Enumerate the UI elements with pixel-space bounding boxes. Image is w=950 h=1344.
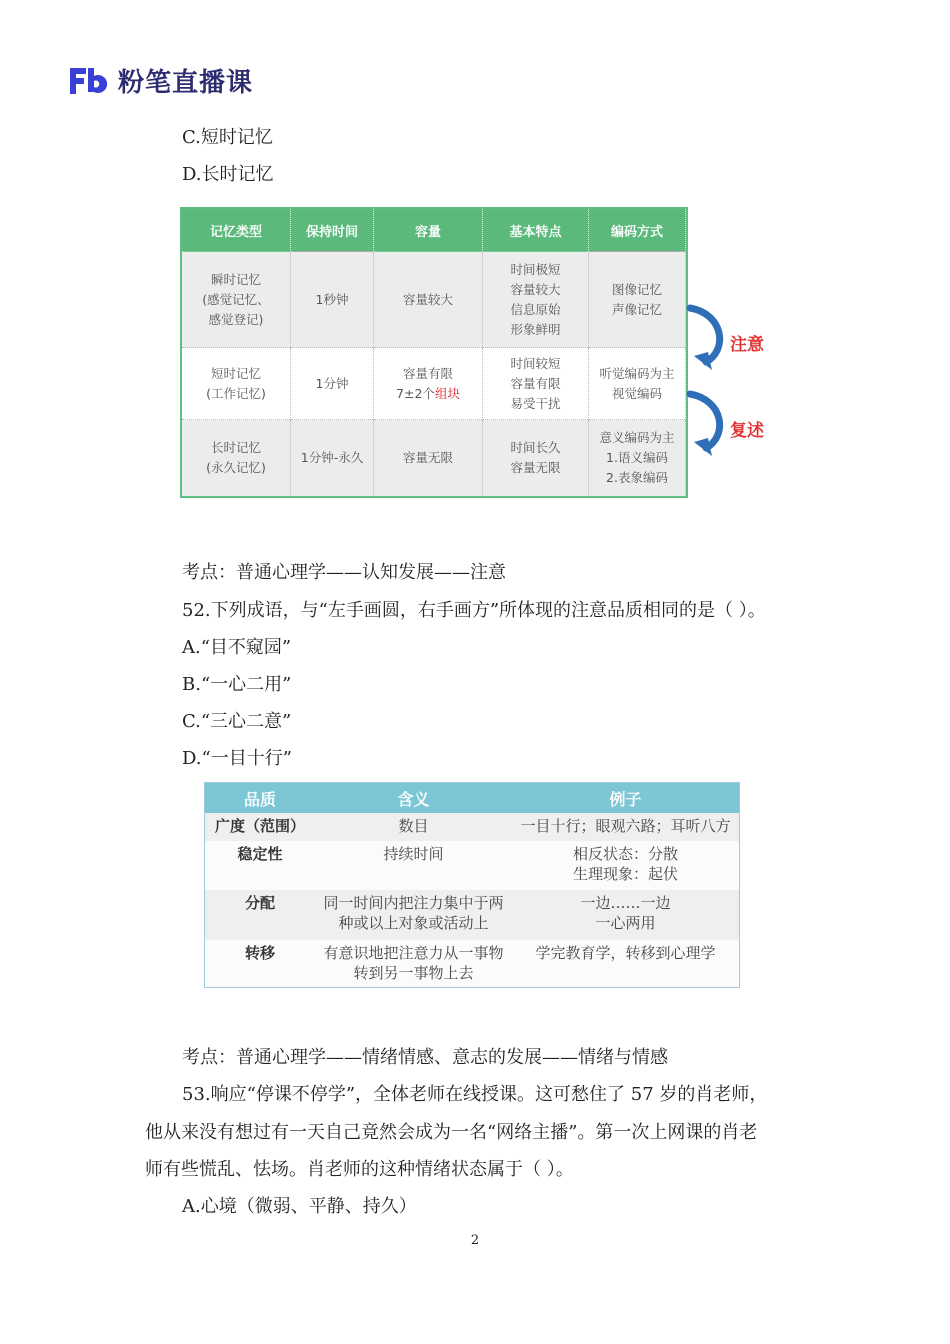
column-header: 品质 <box>205 783 315 813</box>
table-cell: 容量无限 <box>374 420 483 497</box>
option-d: D.“一目十行” <box>182 748 292 769</box>
brand-name: 粉笔直播课 <box>118 67 254 98</box>
option-d: D.长时记忆 <box>182 164 274 185</box>
option-a: A.“目不窥园” <box>182 637 292 658</box>
table-cell: 时间极短 容量较大 信息原始 形象鲜明 <box>483 252 589 348</box>
table-row <box>205 841 739 890</box>
column-header: 例子 <box>512 783 739 813</box>
table-cell: 学完教育学，转移到心理学 <box>512 940 739 987</box>
table-row <box>182 252 686 348</box>
option-c: C.短时记忆 <box>182 127 273 148</box>
table-cell: 时间较短 容量有限 易受干扰 <box>483 348 589 420</box>
table-cell: 1分钟-永久 <box>291 420 374 497</box>
highlight-text: 组块 <box>434 385 460 401</box>
table-cell: 意义编码为主 1.语义编码 2.表象编码 <box>589 420 686 497</box>
table-cell: 1秒钟 <box>291 252 374 348</box>
option-c: C.“三心二意” <box>182 711 292 732</box>
table-cell: 分配 <box>205 890 315 940</box>
table-cell: 有意识地把注意力从一事物 转到另一事物上去 <box>315 940 512 987</box>
header-logo <box>68 62 253 98</box>
table-row <box>182 420 686 497</box>
page-number: 2 <box>470 1233 480 1248</box>
table-header-row <box>205 783 739 813</box>
option-b: B.“一心二用” <box>182 674 292 695</box>
table-cell: 同一时间内把注力集中于两 种或以上对象或活动上 <box>315 890 512 940</box>
question-53-line-3: 师有些慌乱、怯场。肖老师的这种情绪状态属于（ ）。 <box>145 1159 574 1180</box>
kaodian-1: 考点：普通心理学——认知发展——注意 <box>182 562 506 583</box>
attention-label: 注意 <box>730 335 764 355</box>
column-header: 记忆类型 <box>182 209 291 252</box>
table-cell: 1分钟 <box>291 348 374 420</box>
table-cell: 稳定性 <box>205 841 315 890</box>
rehearsal-label: 复述 <box>730 421 764 441</box>
table-header-row <box>182 209 686 252</box>
memory-types-table <box>180 207 688 498</box>
table-row <box>205 813 739 841</box>
table-row <box>205 890 739 940</box>
question-53-line-2: 他从来没有想过有一天自己竟然会成为一名“网络主播”。第一次上网课的肖老 <box>145 1122 758 1143</box>
table-cell: 一边……一边 一心两用 <box>512 890 739 940</box>
table-cell: 时间长久 容量无限 <box>483 420 589 497</box>
table-cell: 一目十行；眼观六路；耳听八方 <box>512 813 739 841</box>
kaodian-2: 考点：普通心理学——情绪情感、意志的发展——情绪与情感 <box>182 1047 668 1068</box>
column-header: 含义 <box>315 783 512 813</box>
table-cell: 广度（范围） <box>205 813 315 841</box>
column-header: 编码方式 <box>589 209 686 252</box>
column-header: 基本特点 <box>483 209 589 252</box>
attention-qualities-table <box>204 782 740 988</box>
curved-arrows-icon <box>684 300 734 460</box>
question-53-line-1: 53.响应“停课不停学”，全体老师在线授课。这可愁住了 57 岁的肖老师， <box>182 1084 768 1105</box>
table-cell: 容量较大 <box>374 252 483 348</box>
table-cell: 长时记忆 (永久记忆) <box>182 420 291 497</box>
table-cell: 数目 <box>315 813 512 841</box>
column-header: 保持时间 <box>291 209 374 252</box>
table-row <box>182 348 686 420</box>
question-52-stem: 52.下列成语，与“左手画圆，右手画方”所体现的注意品质相同的是（ ）。 <box>182 600 766 621</box>
table-cell: 短时记忆 (工作记忆) <box>182 348 291 420</box>
table-cell: 图像记忆 声像记忆 <box>589 252 686 348</box>
table-cell: 转移 <box>205 940 315 987</box>
column-header: 容量 <box>374 209 483 252</box>
table-cell: 容量有限 7±2个组块 <box>374 348 483 420</box>
fb-logo-icon <box>68 64 110 96</box>
table-cell: 相反状态：分散 生理现象：起伏 <box>512 841 739 890</box>
table-cell: 听觉编码为主 视觉编码 <box>589 348 686 420</box>
table-row <box>205 940 739 987</box>
option-a: A.心境（微弱、平静、持久） <box>182 1196 417 1217</box>
table-cell: 持续时间 <box>315 841 512 890</box>
table-cell: 瞬时记忆 (感觉记忆、 感觉登记) <box>182 252 291 348</box>
